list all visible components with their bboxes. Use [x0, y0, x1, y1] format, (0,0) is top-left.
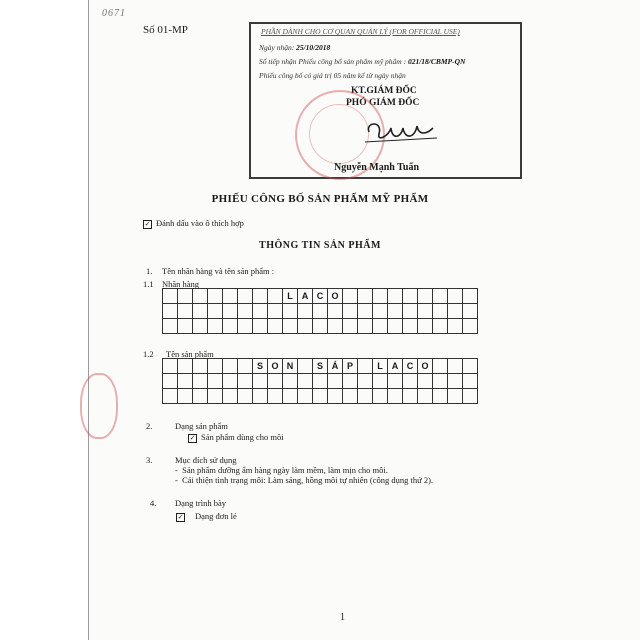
product-name-row [163, 359, 478, 374]
item3-line-2 [175, 475, 433, 485]
grid-cell: C [313, 289, 328, 304]
grid-cell: A [298, 289, 313, 304]
validity-line: Phiếu công bố có giá trị 05 năm kể từ ngày nhận [259, 71, 406, 80]
grid-cell: S [253, 359, 268, 374]
page-number: 1 [340, 612, 345, 623]
grid-cell: A [388, 359, 403, 374]
grid-cell [208, 359, 223, 374]
signer-name: Nguyễn Mạnh Tuấn [334, 162, 420, 173]
grid-cell [163, 289, 178, 304]
grid-cell: P [343, 359, 358, 374]
product-name-row [163, 389, 478, 404]
grid-cell [253, 289, 268, 304]
brand-name-row [163, 289, 478, 304]
department-line-1: KT.GIÁM ĐỐC [351, 86, 417, 96]
item2-number: 2. [146, 421, 153, 431]
item2-label: Dạng sản phẩm [175, 421, 228, 431]
checked-box-icon[interactable]: ✓ [177, 512, 184, 521]
official-use-box [249, 22, 522, 179]
grid-cell [193, 359, 208, 374]
grid-cell [208, 289, 223, 304]
item1-1-number: 1.1 [143, 279, 154, 289]
page-edge [88, 0, 89, 640]
item1-number: 1. [146, 266, 153, 276]
item1-1-label: Nhãn hàng [162, 279, 200, 289]
grid-cell: O [328, 289, 343, 304]
grid-cell [418, 289, 433, 304]
grid-cell: C [403, 359, 418, 374]
checked-box-icon: ✓ [144, 219, 151, 228]
form-number: Số 01-MP [143, 24, 188, 36]
item3-label: Mục đích sử dụng [175, 455, 237, 465]
grid-cell [163, 359, 178, 374]
product-name-grid [162, 358, 478, 404]
grid-cell [448, 289, 463, 304]
brand-name-row [163, 304, 478, 319]
item2-option-label: Sản phẩm dùng cho môi [201, 432, 284, 442]
item1-2-number: 1.2 [143, 349, 154, 359]
grid-cell [463, 289, 478, 304]
grid-cell: L [283, 289, 298, 304]
usage-line-2: Cải thiện tình trạng môi: Làm sáng, hồng môi tự nhiên (công dụng thứ 2). [182, 475, 434, 485]
item3-line-1 [175, 465, 388, 475]
usage-line-1: Sản phẩm dưỡng ẩm hàng ngày làm mềm, làm mịn cho môi. [182, 465, 388, 475]
grid-cell [433, 289, 448, 304]
brand-name-grid [162, 288, 478, 334]
received-date-line [259, 43, 330, 52]
grid-cell [358, 289, 373, 304]
grid-cell [268, 289, 283, 304]
grid-cell [178, 359, 193, 374]
grid-cell [373, 289, 388, 304]
grid-cell [433, 359, 448, 374]
grid-cell: Á [328, 359, 343, 374]
received-label: Ngày nhận: [259, 43, 295, 52]
product-name-row [163, 374, 478, 389]
receipt-number: 021/18/CBMP-QN [407, 57, 466, 66]
grid-cell: L [373, 359, 388, 374]
receipt-number-label: Số tiếp nhận Phiếu công bố sản phẩm mỹ phẩm : [259, 57, 407, 66]
tick-instruction [143, 218, 244, 229]
department-line-2: PHÓ GIÁM ĐỐC [346, 98, 420, 108]
grid-cell [343, 289, 358, 304]
brand-name-row [163, 319, 478, 334]
handwritten-number: 0671 [102, 8, 126, 19]
grid-cell [193, 289, 208, 304]
checked-box-icon[interactable]: ✓ [189, 433, 196, 442]
receipt-number-line [259, 57, 465, 66]
grid-cell: S [313, 359, 328, 374]
grid-cell [463, 359, 478, 374]
item1-2-label: Tên sản phẩm [166, 349, 214, 359]
bullet-dash: - [175, 465, 183, 475]
grid-cell [403, 289, 418, 304]
grid-cell [358, 359, 373, 374]
official-seal-inner-ring [309, 104, 369, 164]
item4-option [176, 511, 237, 522]
tick-instruction-text: Đánh dấu vào ô thích hợp [156, 218, 244, 228]
bullet-dash: - [175, 475, 183, 485]
item2-option [188, 432, 284, 443]
grid-cell [388, 289, 403, 304]
handwritten-signature [361, 114, 441, 150]
form-title: PHIẾU CÔNG BỐ SẢN PHẨM MỸ PHẨM [211, 193, 429, 205]
grid-cell [298, 359, 313, 374]
grid-cell: N [283, 359, 298, 374]
item4-number: 4. [150, 498, 157, 508]
item3-number: 3. [146, 455, 153, 465]
grid-cell [238, 289, 253, 304]
received-date: 25/10/2018 [296, 43, 331, 52]
left-margin-stamp [80, 373, 118, 439]
grid-cell [448, 359, 463, 374]
section-title: THÔNG TIN SẢN PHẨM [259, 240, 381, 251]
grid-cell: O [268, 359, 283, 374]
grid-cell [223, 289, 238, 304]
item4-option-label: Dạng đơn lẻ [195, 511, 237, 521]
item1-label: Tên nhãn hàng và tên sản phẩm : [162, 266, 275, 276]
grid-cell [223, 359, 238, 374]
grid-cell [238, 359, 253, 374]
grid-cell [178, 289, 193, 304]
item4-label: Dạng trình bày [175, 498, 226, 508]
official-use-heading: PHẦN DÀNH CHO CƠ QUAN QUẢN LÝ (FOR OFFICIAL USE) [261, 27, 460, 36]
grid-cell: O [418, 359, 433, 374]
